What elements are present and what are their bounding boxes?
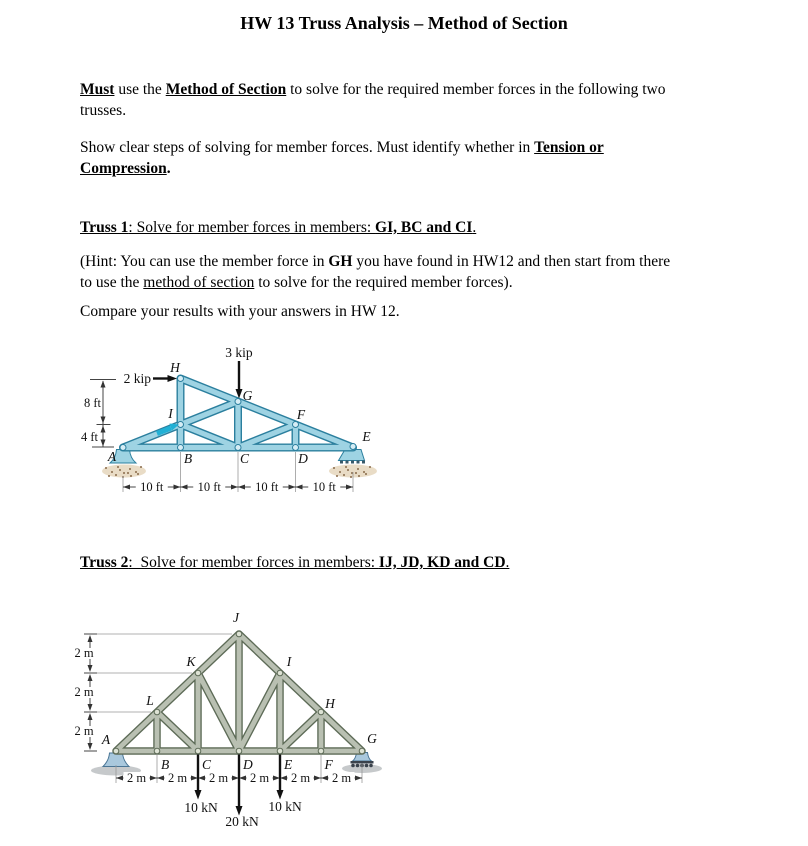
load-label-20kN-D: 20 kN [225,814,259,829]
text-segment: Show clear steps of solving for member forces. Must identify whether in [80,139,535,156]
dim-label-10ft-2: 10 ft [197,480,221,494]
dim-label-2m-b3: 2 m [208,771,229,785]
text-segment: Truss 2 [80,554,129,571]
dim-label-4ft: 4 ft [80,430,98,444]
text-segment: you have found in HW12 and then start from there [352,253,671,270]
text-segment: to solve for the required member forces). [254,274,513,291]
text-segment: . [472,219,477,236]
text-line [80,251,745,272]
node-label-E: E [362,429,371,444]
truss1-compare-note [80,301,745,322]
dim-label-2m-v3: 2 m [74,724,94,738]
text-segment: method of section [143,274,255,291]
dim-label-2m-b6: 2 m [331,771,352,785]
text-segment: Compression [80,160,167,177]
text-segment: (Hint: You can use the member force in [80,253,329,270]
node-label-I: I [286,654,292,669]
text-segment: GH [328,253,353,270]
text-line [80,100,745,121]
node-label-B: B [183,451,193,466]
intro-paragraph-2 [80,137,745,179]
text-segment: trusses. [80,102,127,119]
intro-paragraph-1 [80,79,745,121]
node-label-F: F [296,407,306,422]
dim-label-8ft: 8 ft [83,396,101,410]
load-label-2kip: 2 kip [123,371,151,386]
dim-label-2m-v1: 2 m [74,646,94,660]
text-segment: : Solve for member forces in members: [128,554,379,571]
node-label-K: K [186,654,196,669]
load-label-3kip: 3 kip [225,345,253,360]
node-label-D: D [298,451,308,466]
dim-label-2m-b4: 2 m [249,771,270,785]
dim-label-2m-v2: 2 m [74,685,94,699]
earth-hatch-A [102,465,146,479]
text-segment: to solve for the required member forces in the following two [286,81,666,98]
node-label-J: J [233,610,239,625]
truss1-heading [80,217,745,238]
support-pin-E [339,450,366,464]
node-label-C: C [202,757,212,772]
text-segment: . [166,160,171,177]
node-label-G: G [242,388,253,403]
truss1-left-dimension [81,380,116,448]
node-label-G: G [367,731,377,746]
text-segment: : Solve for member forces in members: [128,219,376,236]
truss2-heading [80,552,745,573]
node-label-L: L [146,693,154,708]
dim-label-10ft-1: 10 ft [140,480,164,494]
dim-label-10ft-3: 10 ft [255,480,279,494]
node-label-I: I [168,406,173,421]
node-label-F: F [324,757,333,772]
node-label-D: D [243,757,253,772]
node-label-A: A [101,732,111,747]
dim-label-2m-b2: 2 m [167,771,188,785]
truss1-bottom-dimension [123,452,353,494]
text-segment: Compare your results with your answers in HW 12. [80,303,400,320]
node-label-A: A [107,449,117,464]
text-segment: use the [114,81,166,98]
text-segment: IJ, JD, KD and CD [378,554,506,571]
text-line [80,158,745,179]
load-label-10kN-E: 10 kN [268,799,302,814]
text-segment: Method of Section [165,81,287,98]
truss1-diagram [70,338,470,506]
node-label-E: E [284,757,293,772]
text-segment: Truss 1 [80,219,129,236]
node-label-C: C [239,451,250,466]
truss1-hint [80,251,745,293]
text-line [80,137,745,158]
node-label-H: H [170,360,180,375]
text-segment: Tension or [534,139,604,156]
node-label-B: B [161,757,170,772]
truss2-diagram [55,598,445,843]
load-arrow-2kip [124,371,177,386]
dim-label-2m-b5: 2 m [290,771,311,785]
text-segment: . [505,554,510,571]
text-line [80,79,745,100]
text-segment: Must [80,81,115,98]
page-title: HW 13 Truss Analysis – Method of Section [240,13,568,33]
node-label-H: H [325,696,335,711]
dim-label-2m-b1: 2 m [126,771,147,785]
text-segment: to use the [80,274,144,291]
text-segment: GI, BC and CI [375,219,473,236]
dim-label-10ft-4: 10 ft [312,480,336,494]
text-line [80,272,745,293]
load-label-10kN-C: 10 kN [184,800,218,815]
